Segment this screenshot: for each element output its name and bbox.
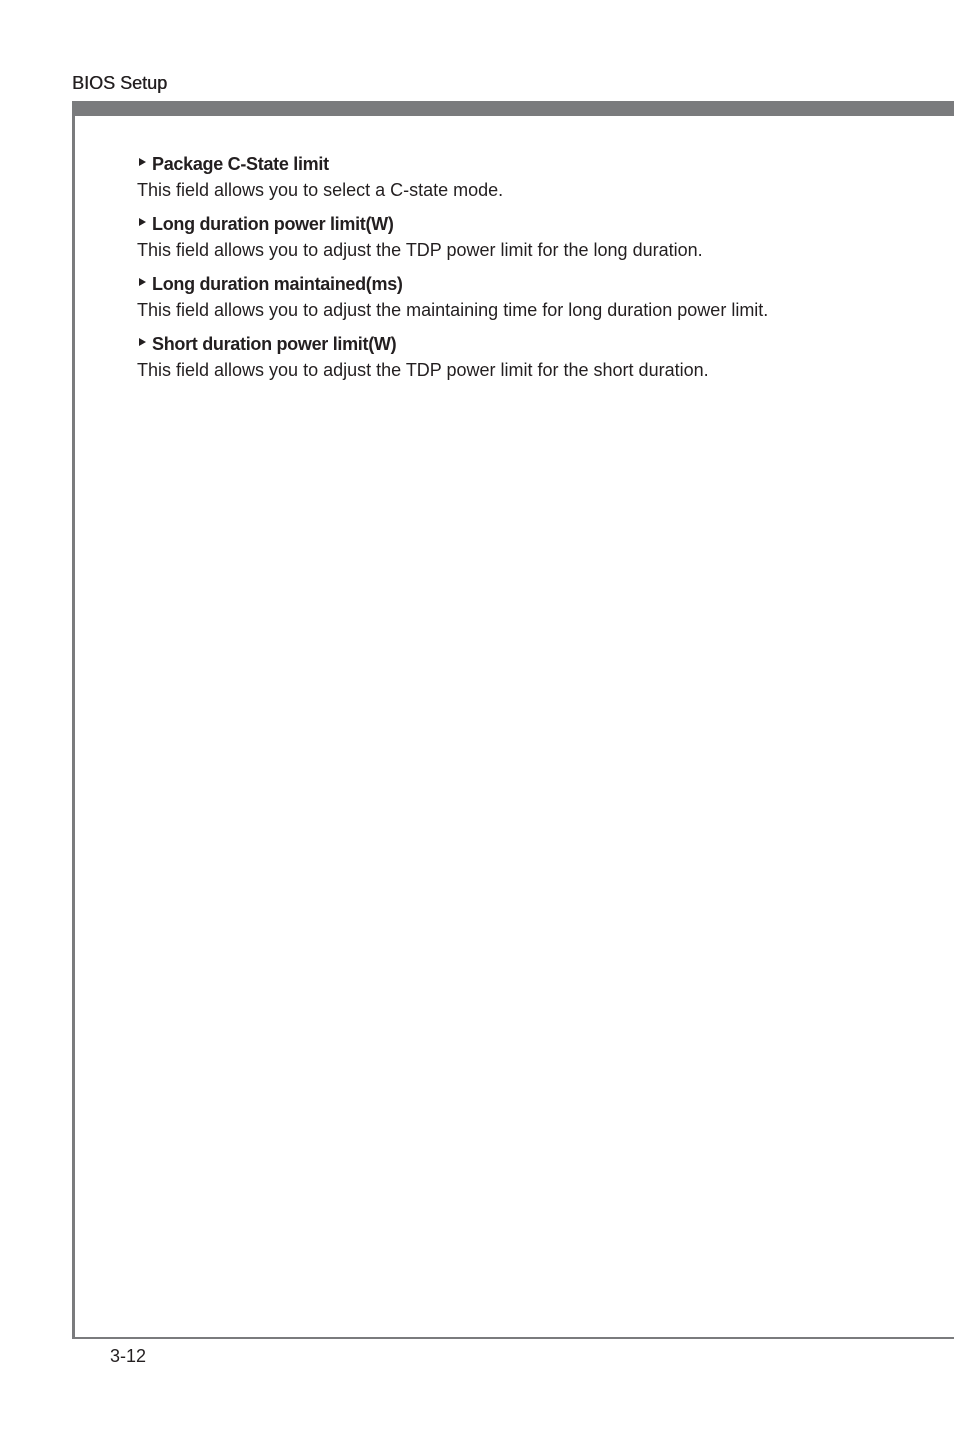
page-number: 3-12 (110, 1346, 147, 1366)
setting-item-long-duration-power-limit (137, 212, 937, 264)
left-border-rule (72, 101, 75, 1339)
header-bar (72, 101, 954, 116)
setting-title-row (137, 152, 937, 176)
content-area (137, 152, 937, 392)
setting-title: Long duration power limit(W) (152, 213, 394, 234)
setting-description: This field allows you to select a C-state mode. (137, 180, 504, 200)
setting-item-package-c-state-limit (137, 152, 937, 204)
triangle-bullet-icon (139, 338, 146, 346)
page-header-title: BIOS Setup (72, 73, 168, 93)
setting-title: Package C-State limit (152, 153, 329, 174)
setting-title-row (137, 332, 937, 356)
setting-title-row (137, 212, 937, 236)
triangle-bullet-icon (139, 158, 146, 166)
setting-title-row (137, 272, 937, 296)
bottom-border-rule (72, 1337, 954, 1339)
setting-item-long-duration-maintained (137, 272, 937, 324)
triangle-bullet-icon (139, 218, 146, 226)
setting-description: This field allows you to adjust the TDP power limit for the short duration. (137, 360, 709, 380)
setting-title: Long duration maintained(ms) (152, 273, 403, 294)
setting-description: This field allows you to adjust the maintaining time for long duration power limit. (137, 300, 769, 320)
setting-item-short-duration-power-limit (137, 332, 937, 384)
setting-title: Short duration power limit(W) (152, 333, 397, 354)
setting-description: This field allows you to adjust the TDP power limit for the long duration. (137, 240, 703, 260)
triangle-bullet-icon (139, 278, 146, 286)
